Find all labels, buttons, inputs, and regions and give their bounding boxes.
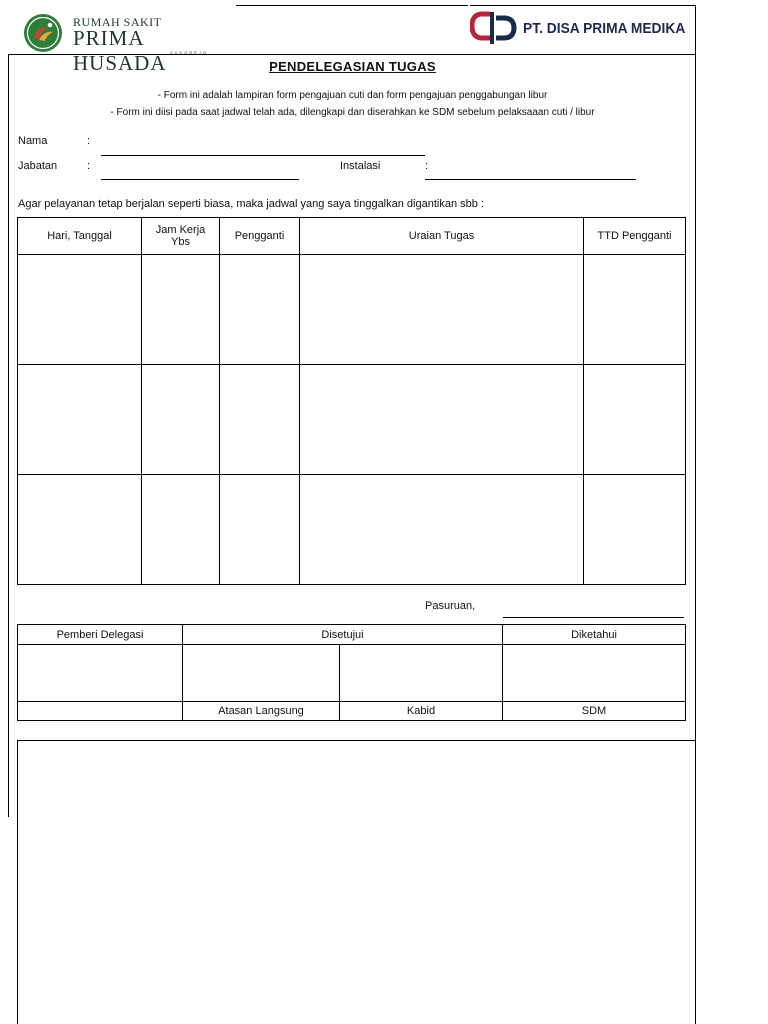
hospital-location: SUKOREJO <box>170 50 209 55</box>
jabatan-colon: : <box>87 160 91 172</box>
cell-ttd-pengganti[interactable] <box>584 475 686 585</box>
approval-header-row <box>18 625 686 645</box>
signature-sdm[interactable] <box>503 645 686 702</box>
cell-pengganti[interactable] <box>220 475 300 585</box>
form-title: PENDELEGASIAN TUGAS <box>269 59 436 74</box>
role-kabid: Kabid <box>340 702 503 721</box>
page-right-border <box>695 5 696 1024</box>
role-sdm: SDM <box>503 702 686 721</box>
table-row <box>18 365 686 475</box>
table-row <box>18 475 686 585</box>
notes-box[interactable] <box>18 741 695 1024</box>
company-name: PT. DISA PRIMA MEDIKA <box>523 20 686 37</box>
cell-pengganti[interactable] <box>220 365 300 475</box>
signature-kabid[interactable] <box>340 645 503 702</box>
cell-pengganti[interactable] <box>220 255 300 365</box>
cell-hari-tanggal[interactable] <box>18 255 142 365</box>
header-jam-kerja: Jam Kerja Ybs <box>142 218 220 255</box>
cell-hari-tanggal[interactable] <box>18 475 142 585</box>
header-disetujui: Disetujui <box>183 625 503 645</box>
form-note-2: - Form ini diisi pada saat jadwal telah ada, dilengkapi dan diserahkan ke SDM sebelum pelaksaaan cuti / libur <box>110 107 595 118</box>
instalasi-field-line[interactable] <box>425 179 636 180</box>
cell-jam-kerja[interactable] <box>142 365 220 475</box>
hospital-name-line1: RUMAH SAKIT <box>73 15 162 29</box>
cell-uraian-tugas[interactable] <box>300 365 584 475</box>
header-pengganti: Pengganti <box>220 218 300 255</box>
company-emblem-icon <box>470 8 520 48</box>
nama-label: Nama <box>18 135 48 147</box>
cell-ttd-pengganti[interactable] <box>584 255 686 365</box>
cell-jam-kerja[interactable] <box>142 475 220 585</box>
cell-uraian-tugas[interactable] <box>300 475 584 585</box>
jabatan-field-line[interactable] <box>101 179 299 180</box>
intro-text: Agar pelayanan tetap berjalan seperti biasa, maka jadwal yang saya tinggalkan digantikan sbb : <box>18 198 484 210</box>
cell-ttd-pengganti[interactable] <box>584 365 686 475</box>
header-ttd-pengganti: TTD Pengganti <box>584 218 686 255</box>
place-label: Pasuruan, <box>425 600 476 612</box>
page-top-border-right <box>470 5 696 6</box>
signature-pemberi-delegasi[interactable] <box>18 645 183 702</box>
table-row <box>18 255 686 365</box>
cell-jam-kerja[interactable] <box>142 255 220 365</box>
signature-row <box>18 645 686 702</box>
hospital-logo <box>22 12 232 75</box>
form-note-1: - Form ini adalah lampiran form pengajuan cuti dan form pengajuan penggabungan libur <box>157 90 548 101</box>
role-row <box>18 702 686 721</box>
page-left-border <box>8 55 9 817</box>
signature-atasan-langsung[interactable] <box>183 645 340 702</box>
page-top-border <box>236 5 468 6</box>
nama-colon: : <box>87 135 91 147</box>
instalasi-colon: : <box>425 160 429 172</box>
header-hari-tanggal: Hari, Tanggal <box>18 218 142 255</box>
header-diketahui: Diketahui <box>503 625 686 645</box>
cell-hari-tanggal[interactable] <box>18 365 142 475</box>
cell-uraian-tugas[interactable] <box>300 255 584 365</box>
hospital-emblem-icon <box>22 12 64 54</box>
header-pemberi-delegasi: Pemberi Delegasi <box>18 625 183 645</box>
task-table-header-row <box>18 218 686 255</box>
task-table <box>17 217 686 585</box>
hospital-name-line2: PRIMA HUSADA <box>73 26 167 75</box>
instalasi-label: Instalasi <box>340 160 381 172</box>
header-uraian-tugas: Uraian Tugas <box>300 218 584 255</box>
company-logo <box>470 8 686 48</box>
role-atasan-langsung: Atasan Langsung <box>183 702 340 721</box>
jabatan-label: Jabatan <box>18 160 58 172</box>
role-pemberi-delegasi <box>18 702 183 721</box>
date-field-line[interactable] <box>503 617 684 618</box>
approval-table <box>17 624 686 721</box>
nama-field-line[interactable] <box>101 155 425 156</box>
